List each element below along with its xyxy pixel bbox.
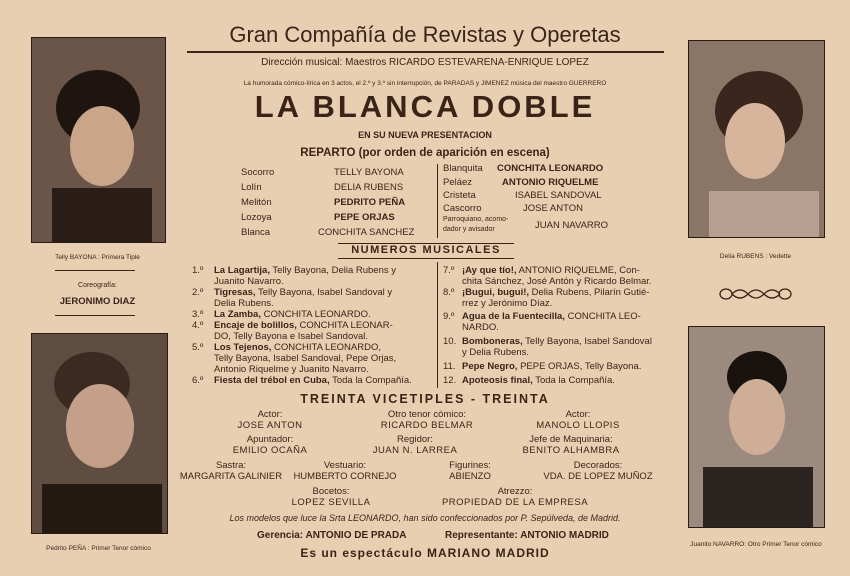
number-performers: Juanito Navarro.: [214, 276, 284, 287]
number-performers: Toda la Compañía.: [329, 375, 412, 386]
number-item: [462, 361, 687, 372]
crew-label: Otro tenor cómico:: [387, 409, 467, 420]
number-item: [214, 375, 439, 386]
number-index: 5.º: [192, 342, 204, 353]
crew-value: MANOLO LLOPIS: [536, 420, 620, 431]
number-item: [462, 336, 687, 358]
number-performers: CONCHITA LEONARDO.: [261, 309, 371, 320]
cast-actor: ANTONIO RIQUELME: [502, 177, 599, 188]
number-index: 4.º: [192, 320, 204, 331]
crew-value: ABIENZO: [449, 471, 491, 482]
crew-label: Jefe de Maquinaria:: [529, 434, 613, 445]
number-performers: CONCHITA LEONARDO,: [271, 342, 381, 353]
number-performers: Telly Bayona, Isabel Sandoval y: [255, 287, 393, 298]
number-title: Pepe Negro,: [462, 361, 518, 372]
number-index: 2.º: [192, 287, 204, 298]
crew-value: HUMBERTO CORNEJO: [293, 471, 397, 482]
crew-value: LOPEZ SEVILLA: [291, 497, 371, 508]
number-title: Bomboneras,: [462, 336, 523, 347]
number-index: 9.º: [443, 311, 455, 322]
number-index: 7.º: [443, 265, 455, 276]
crew-value: RICARDO BELMAR: [380, 420, 474, 431]
number-performers: Toda la Compañía.: [532, 375, 615, 386]
crew-label: Vestuario:: [323, 460, 367, 471]
cast-actor: CONCHITA SANCHEZ: [318, 227, 415, 238]
cast-role: Lolín: [241, 182, 262, 193]
crew-label: Actor:: [565, 409, 591, 420]
cast-extra-role: Parroquiano, acomo-: [443, 216, 509, 223]
models-note: Los modelos que luce la Srta LEONARDO, han sido confeccionados por P. Sepúlveda, de Madrid.: [229, 513, 621, 523]
work-description: La humorada cómico-lírica en 3 actos, el 2.º y 3.º sin interrupción, de PARADAS y JIMENEZ música del maestro GUERRERO: [243, 80, 607, 87]
number-performers: ANTONIO RIQUELME, Con-: [516, 265, 640, 276]
number-index: 8.º: [443, 287, 455, 298]
vicetiples-heading: TREINTA VICETIPLES - TREINTA: [300, 392, 550, 406]
musical-direction: Dirección musical: Maestros RICARDO ESTEVARENA-ENRIQUE LOPEZ: [261, 57, 589, 68]
number-performers: Antonio Riquelme y Juanito Navarro.: [214, 364, 369, 375]
cast-actor: ISABEL SANDOVAL: [515, 190, 602, 201]
choreography-label: Coreografía:: [78, 282, 117, 289]
number-index: 6.º: [192, 375, 204, 386]
number-performers: PEPE ORJAS, Telly Bayona.: [517, 361, 642, 372]
number-title: La Lagartija,: [214, 265, 270, 276]
number-title: Los Tejenos,: [214, 342, 272, 353]
number-item: [214, 342, 439, 375]
crew-label: Bocetos:: [312, 486, 350, 497]
crew-label: Actor:: [257, 409, 283, 420]
caption-juanito-navarro: Juanito NAVARRO: Otro Primer Tenor cómico: [690, 541, 822, 548]
number-title: Fiesta del trébol en Cuba,: [214, 375, 330, 386]
caption-pedrito-pena: Pedrito PEÑA : Primer Tenor cómico: [46, 545, 151, 552]
cast-extra-role: dador y avisador: [443, 226, 495, 233]
number-title: ¡Ay que tío!,: [462, 265, 517, 276]
number-item: [462, 265, 687, 287]
photo-telly-bayona: [31, 37, 166, 243]
cast-actor: PEDRITO PEÑA: [334, 197, 406, 208]
crew-value: JOSE ANTON: [237, 420, 303, 431]
number-performers: rrez y Jerónimo Díaz.: [462, 298, 553, 309]
caption-telly-bayona: Telly BAYONA : Primera Tiple: [55, 254, 140, 261]
number-item: [462, 375, 687, 386]
caption-delia-rubens: Delia RUBENS : Vedette: [719, 253, 792, 260]
crew-label: Regidor:: [397, 434, 433, 445]
choreography-name: JERONIMO DIAZ: [59, 296, 136, 307]
cast-actor: JOSE ANTON: [523, 203, 584, 214]
crew-value: EMILIO OCAÑA: [232, 445, 308, 456]
number-performers: y Delia Rubens.: [462, 347, 530, 358]
divider: [437, 262, 438, 388]
show-subtitle: EN SU NUEVA PRESENTACION: [358, 130, 492, 140]
number-performers: DO, Telly Bayona e Isabel Sandoval.: [214, 331, 369, 342]
number-index: 3.º: [192, 309, 204, 320]
number-performers: Delia Rubens, Pilarín Gutié-: [529, 287, 650, 298]
number-performers: chita Sánchez, José Antón y Ricardo Belmar.: [462, 276, 652, 287]
crew-label: Decorados:: [573, 460, 623, 471]
divider: [437, 164, 438, 238]
photo-delia-rubens: [688, 40, 825, 238]
photo-juanito-navarro: [688, 326, 825, 528]
cast-role: Lozoya: [241, 212, 272, 223]
number-item: [462, 311, 687, 333]
gerencia: Gerencia: ANTONIO DE PRADA: [257, 530, 407, 541]
number-item: [214, 309, 439, 320]
number-performers: Telly Bayona, Isabel Sandoval, Pepe Orjas,: [214, 353, 397, 364]
numbers-heading: NUMEROS MUSICALES: [351, 244, 501, 256]
cast-heading: REPARTO (por orden de aparición en escena): [300, 147, 550, 159]
number-performers: CONCHITA LEONAR-: [296, 320, 393, 331]
number-title: Tigresas,: [214, 287, 256, 298]
cast-role: Cristeta: [443, 190, 476, 201]
crew-label: Figurines:: [449, 460, 491, 471]
crew-value: MARGARITA GALINIER: [179, 471, 283, 482]
crew-label: Apuntador:: [246, 434, 294, 445]
number-title: Apoteosis final,: [462, 375, 533, 386]
photo-pedrito-pena: [31, 333, 168, 534]
number-item: [462, 287, 687, 309]
number-performers: NARDO.: [462, 322, 499, 333]
cast-role: Cascorro: [443, 203, 482, 214]
cast-extra-actor: JUAN NAVARRO: [535, 220, 609, 231]
crew-value: JUAN N. LARREA: [372, 445, 458, 456]
representante: Representante: ANTONIO MADRID: [445, 530, 609, 541]
cast-role: Melitón: [241, 197, 272, 208]
number-title: Agua de la Fuentecilla,: [462, 311, 565, 322]
crew-label: Atrezzo:: [497, 486, 533, 497]
number-title: La Zamba,: [214, 309, 261, 320]
number-title: Encaje de bolillos,: [214, 320, 297, 331]
number-performers: Telly Bayona, Delia Rubens y: [269, 265, 397, 276]
number-title: ¡Bugui, bugui!,: [462, 287, 530, 298]
cast-role: Blanquita: [443, 163, 483, 174]
crew-value: PROPIEDAD DE LA EMPRESA: [441, 497, 589, 508]
ornament-icon: [718, 282, 793, 306]
divider: [55, 315, 135, 316]
cast-role: Blanca: [241, 227, 271, 238]
number-index: 1.º: [192, 265, 204, 276]
cast-actor: CONCHITA LEONARDO: [497, 163, 604, 174]
cast-actor: PEPE ORJAS: [334, 212, 395, 223]
number-item: [214, 287, 439, 309]
number-index: 11.: [443, 361, 456, 372]
cast-role: Socorro: [241, 167, 275, 178]
number-item: [214, 320, 439, 342]
divider: [55, 270, 135, 271]
divider: [187, 51, 664, 53]
cast-actor: DELIA RUBENS: [334, 182, 404, 193]
number-performers: Telly Bayona, Isabel Sandoval: [522, 336, 652, 347]
divider: [338, 258, 514, 259]
crew-value: BENITO ALHAMBRA: [522, 445, 620, 456]
number-performers: CONCHITA LEO-: [564, 311, 641, 322]
show-title: LA BLANCA DOBLE: [254, 89, 596, 124]
number-performers: Delia Rubens.: [214, 298, 274, 309]
number-item: [214, 265, 439, 287]
crew-value: VDA. DE LOPEZ MUÑOZ: [543, 471, 653, 482]
company-title: Gran Compañía de Revistas y Operetas: [229, 22, 621, 47]
cast-role: Peláez: [443, 177, 473, 188]
cast-actor: TELLY BAYONA: [334, 167, 404, 178]
number-index: 12.: [443, 375, 457, 386]
crew-label: Sastra:: [215, 460, 247, 471]
espectaculo: Es un espectáculo MARIANO MADRID: [300, 546, 550, 560]
number-index: 10.: [443, 336, 457, 347]
